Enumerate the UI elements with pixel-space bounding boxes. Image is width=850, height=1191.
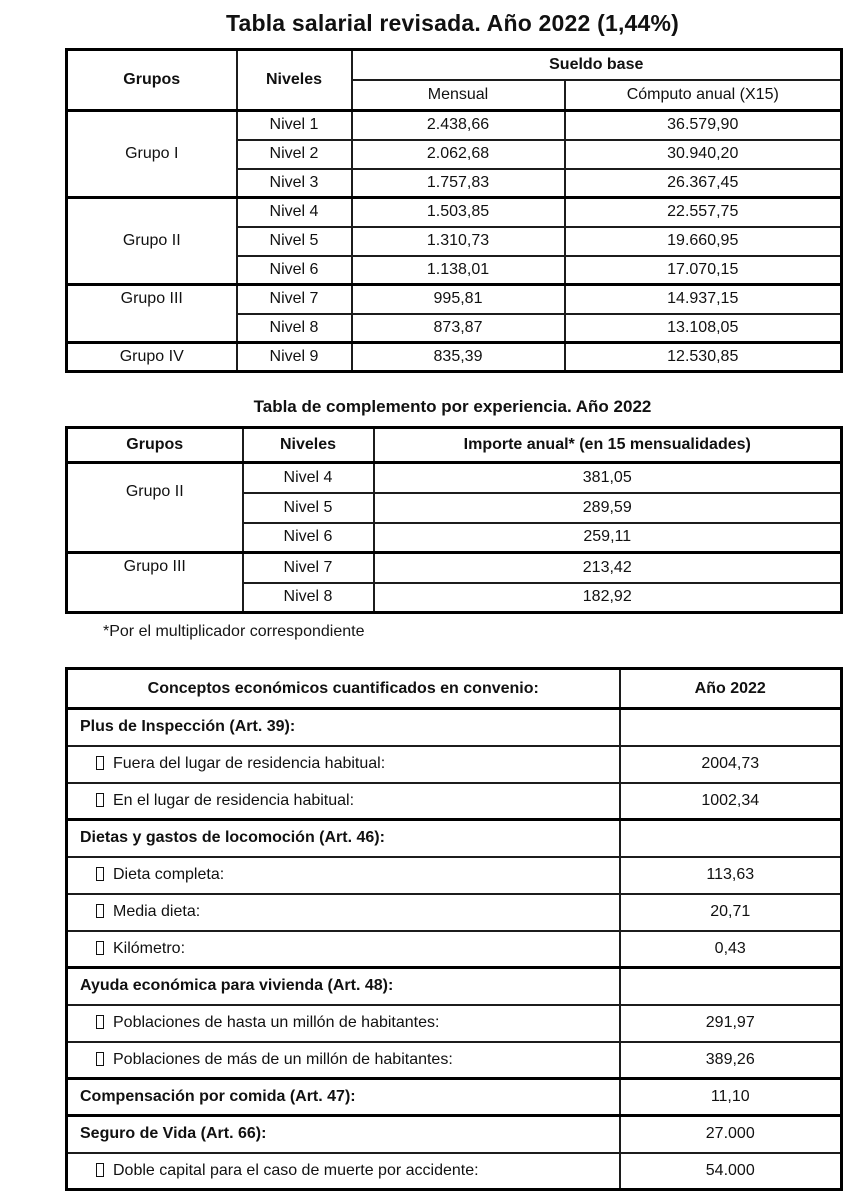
concept-value: 20,71: [620, 894, 842, 931]
importe-value: 259,11: [374, 523, 842, 553]
concept-value: [620, 820, 842, 857]
table-row: [67, 198, 842, 227]
concept-label: Dietas y gastos de locomoción (Art. 46):: [67, 820, 620, 857]
concept-label: Fuera del lugar de residencia habitual:: [67, 746, 620, 783]
notdef-box-icon: [96, 756, 104, 770]
notdef-box-icon: [96, 1015, 104, 1029]
header-grupos: Grupos: [67, 50, 237, 111]
concept-value: 54.000: [620, 1153, 842, 1190]
anual-value: 30.940,20: [565, 140, 842, 169]
mensual-value: 873,87: [352, 314, 565, 343]
group-cell: Grupo II: [67, 463, 243, 553]
header-conceptos: Conceptos económicos cuantificados en convenio:: [67, 669, 620, 709]
multiplier-footnote: *Por el multiplicador correspondiente: [103, 623, 365, 640]
header-niveles: Niveles: [237, 50, 352, 111]
header-anio: Año 2022: [620, 669, 842, 709]
mensual-value: 1.757,83: [352, 169, 565, 198]
concept-label: Dieta completa:: [67, 857, 620, 894]
nivel-cell: Nivel 2: [237, 140, 352, 169]
section-row: [67, 820, 842, 857]
document-page: [65, 10, 840, 1191]
header-importe: Importe anual* (en 15 mensualidades): [374, 428, 842, 463]
importe-value: 182,92: [374, 583, 842, 613]
group-cell: Grupo I: [67, 111, 237, 198]
group-cell: Grupo III: [67, 553, 243, 613]
notdef-box-icon: [96, 1052, 104, 1066]
concept-value: 113,63: [620, 857, 842, 894]
concept-value: 0,43: [620, 931, 842, 968]
concept-label: Compensación por comida (Art. 47):: [67, 1079, 620, 1116]
nivel-cell: Nivel 1: [237, 111, 352, 140]
section-row: [67, 968, 842, 1005]
notdef-box-icon: [96, 904, 104, 918]
notdef-box-icon: [96, 793, 104, 807]
header-mensual: Mensual: [352, 80, 565, 111]
nivel-cell: Nivel 5: [237, 227, 352, 256]
concept-label: Ayuda económica para vivienda (Art. 48):: [67, 968, 620, 1005]
importe-value: 381,05: [374, 463, 842, 493]
section-row: [67, 1079, 842, 1116]
anual-value: 22.557,75: [565, 198, 842, 227]
concept-label: Poblaciones de hasta un millón de habitantes:: [67, 1005, 620, 1042]
item-row: [67, 894, 842, 931]
group-cell: Grupo II: [67, 198, 237, 285]
anual-value: 13.108,05: [565, 314, 842, 343]
concept-value: 27.000: [620, 1116, 842, 1153]
item-row: [67, 931, 842, 968]
concept-label: Doble capital para el caso de muerte por accidente:: [67, 1153, 620, 1190]
concept-label: Poblaciones de más de un millón de habitantes:: [67, 1042, 620, 1079]
header-niveles: Niveles: [243, 428, 374, 463]
concept-value: 291,97: [620, 1005, 842, 1042]
nivel-cell: Nivel 8: [237, 314, 352, 343]
table-row: [67, 111, 842, 140]
salary-table: [65, 48, 843, 373]
nivel-cell: Nivel 4: [237, 198, 352, 227]
importe-value: 213,42: [374, 553, 842, 583]
nivel-cell: Nivel 6: [237, 256, 352, 285]
nivel-cell: Nivel 3: [237, 169, 352, 198]
anual-value: 12.530,85: [565, 343, 842, 372]
nivel-cell: Nivel 7: [237, 285, 352, 314]
anual-value: 17.070,15: [565, 256, 842, 285]
concept-label: Kilómetro:: [67, 931, 620, 968]
concept-label: En el lugar de residencia habitual:: [67, 783, 620, 820]
item-row: [67, 783, 842, 820]
concepts-table: [65, 667, 843, 1191]
concept-value: 389,26: [620, 1042, 842, 1079]
table-row: [67, 553, 842, 583]
concept-value: 2004,73: [620, 746, 842, 783]
item-row: [67, 746, 842, 783]
mensual-value: 835,39: [352, 343, 565, 372]
mensual-value: 2.438,66: [352, 111, 565, 140]
nivel-cell: Nivel 6: [243, 523, 374, 553]
nivel-cell: Nivel 4: [243, 463, 374, 493]
anual-value: 36.579,90: [565, 111, 842, 140]
group-cell: Grupo III: [67, 285, 237, 343]
concept-value: 11,10: [620, 1079, 842, 1116]
mensual-value: 1.503,85: [352, 198, 565, 227]
mensual-value: 1.310,73: [352, 227, 565, 256]
mensual-value: 2.062,68: [352, 140, 565, 169]
group-cell: Grupo IV: [67, 343, 237, 372]
concept-label: Plus de Inspección (Art. 39):: [67, 709, 620, 746]
table-row: [67, 343, 842, 372]
table-row: [67, 463, 842, 493]
importe-value: 289,59: [374, 493, 842, 523]
concept-value: [620, 968, 842, 1005]
nivel-cell: Nivel 5: [243, 493, 374, 523]
concept-label: Seguro de Vida (Art. 66):: [67, 1116, 620, 1153]
header-sueldo-base: Sueldo base: [352, 50, 842, 80]
item-row: [67, 1005, 842, 1042]
table-row: [67, 285, 842, 314]
item-row: [67, 857, 842, 894]
salary-table-title: Tabla salarial revisada. Año 2022 (1,44%): [225, 10, 680, 36]
header-grupos: Grupos: [67, 428, 243, 463]
nivel-cell: Nivel 9: [237, 343, 352, 372]
section-row: [67, 1116, 842, 1153]
concept-label: Media dieta:: [67, 894, 620, 931]
item-row: [67, 1042, 842, 1079]
section-row: [67, 709, 842, 746]
experience-table: [65, 426, 843, 614]
header-computo-anual: Cómputo anual (X15): [565, 80, 842, 111]
nivel-cell: Nivel 8: [243, 583, 374, 613]
concept-value: [620, 709, 842, 746]
mensual-value: 1.138,01: [352, 256, 565, 285]
anual-value: 14.937,15: [565, 285, 842, 314]
nivel-cell: Nivel 7: [243, 553, 374, 583]
mensual-value: 995,81: [352, 285, 565, 314]
item-row: [67, 1153, 842, 1190]
anual-value: 19.660,95: [565, 227, 842, 256]
notdef-box-icon: [96, 941, 104, 955]
anual-value: 26.367,45: [565, 169, 842, 198]
concept-value: 1002,34: [620, 783, 842, 820]
notdef-box-icon: [96, 867, 104, 881]
notdef-box-icon: [96, 1163, 104, 1177]
experience-table-title: Tabla de complemento por experiencia. Año 2022: [253, 397, 652, 416]
